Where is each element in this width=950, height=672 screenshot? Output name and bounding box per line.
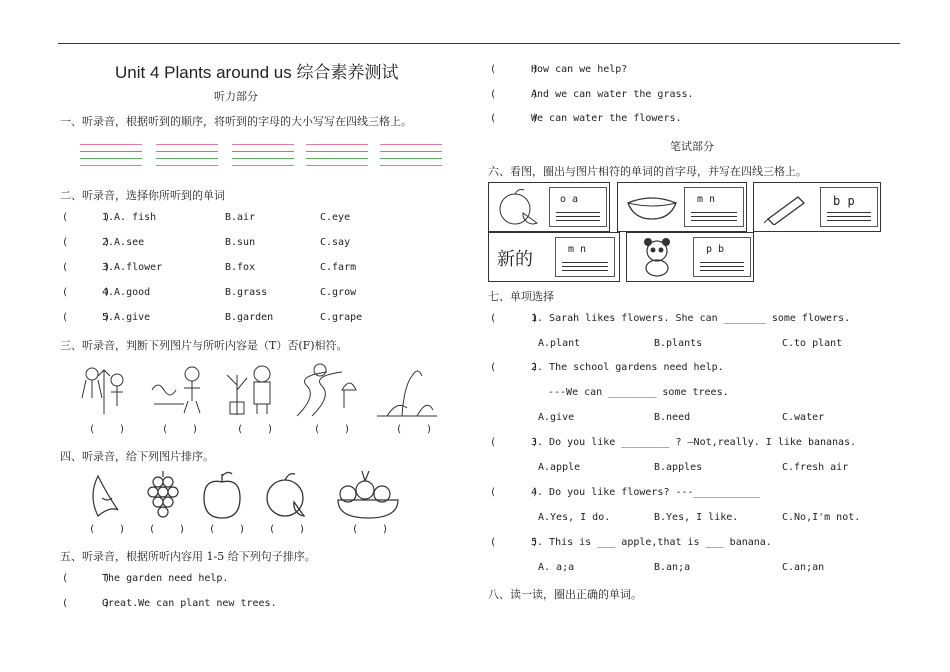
kid-watering-plants-icon (152, 367, 200, 413)
answer-paren[interactable]: ( ) (490, 487, 539, 498)
option-a[interactable]: A.Yes, I do. (538, 512, 611, 523)
panda-icon (633, 237, 683, 277)
answer-paren[interactable]: ( ) (314, 424, 351, 435)
option-a: 1.A. fish (102, 212, 157, 223)
grid-line (562, 270, 608, 271)
grid-line (700, 266, 744, 267)
picture-card (753, 182, 881, 232)
new-chinese-text: 新的 (497, 249, 533, 270)
answer-paren[interactable]: ( ) (62, 598, 111, 609)
answer-paren[interactable]: ( ) (490, 313, 539, 324)
grapes-icon (148, 471, 178, 517)
option-a[interactable]: A.give (538, 412, 575, 423)
four-line-grid (306, 144, 368, 166)
option-c[interactable]: C.an;an (782, 562, 825, 573)
option-b[interactable]: B.need (654, 412, 691, 423)
option-b[interactable]: B.Yes, I like. (654, 512, 739, 523)
answer-paren[interactable]: ( ) (490, 89, 539, 100)
answer-paren[interactable]: ( ) (62, 262, 111, 273)
pen-icon (762, 191, 814, 225)
option-c: C.say (320, 237, 351, 248)
letter-choices[interactable]: b p (833, 194, 855, 208)
top-rule (58, 43, 900, 44)
answer-grid[interactable] (684, 187, 744, 227)
option-b[interactable]: B.an;a (654, 562, 691, 573)
grid-line (691, 220, 737, 221)
page-title: Unit 4 Plants around us 综合素养测试 (115, 63, 399, 82)
question-text: 5. This is ___ apple,that is ___ banana. (531, 537, 772, 548)
four-line-grid (232, 144, 294, 166)
option-c[interactable]: C.No,I'm not. (782, 512, 861, 523)
s5-heading: 五、听录音，根据所听内容用 1-5 给下列句子排序。 (60, 550, 316, 563)
option-c: C.eye (320, 212, 351, 223)
option-c[interactable]: C.water (782, 412, 825, 423)
s2-heading: 二、听录音，选择你所听到的单词 (60, 189, 225, 202)
option-c: C.grow (320, 287, 357, 298)
writing-title: 笔试部分 (670, 140, 714, 153)
option-b: B.grass (225, 287, 268, 298)
answer-paren[interactable]: ( ) (89, 524, 126, 535)
picture-card (626, 232, 754, 282)
picture-card (488, 182, 610, 232)
answer-paren[interactable]: ( ) (62, 312, 111, 323)
question-text: ---We can ________ some trees. (548, 387, 729, 398)
answer-paren[interactable]: ( ) (62, 287, 111, 298)
answer-grid[interactable] (549, 187, 607, 227)
s7-heading: 七、单项选择 (488, 290, 554, 303)
option-b: B.fox (225, 262, 256, 273)
sentence-text: And we can water the grass. (531, 89, 694, 100)
listening-title: 听力部分 (214, 90, 258, 103)
option-b: B.sun (225, 237, 256, 248)
answer-paren[interactable]: ( ) (209, 524, 246, 535)
orange-icon (267, 474, 304, 516)
sun-river-trees-icon (297, 364, 356, 416)
fruit-basket-icon (338, 471, 398, 518)
grid-line (827, 216, 871, 217)
kid-with-tree-icon (227, 366, 270, 415)
sentence-text: Great.We can plant new trees. (102, 598, 277, 609)
orange-icon (493, 187, 545, 227)
option-a: 2.A.see (102, 237, 145, 248)
sentence-text: We can water the flowers. (531, 113, 682, 124)
answer-paren[interactable]: ( ) (352, 524, 389, 535)
option-b[interactable]: B.apples (654, 462, 703, 473)
s3-heading: 三、听录音，判断下列图片与所听内容是（T）否(F)相符。 (60, 339, 348, 352)
option-a: 4.A.good (102, 287, 151, 298)
kids-planting-tree-icon (82, 368, 123, 414)
question-text: 4. Do you like flowers? ---___________ (531, 487, 760, 498)
answer-paren[interactable]: ( ) (490, 537, 539, 548)
question-text: 2. The school gardens need help. (531, 362, 724, 373)
option-b: B.air (225, 212, 256, 223)
option-b[interactable]: B.plants (654, 338, 703, 349)
grid-line (691, 212, 737, 213)
answer-paren[interactable]: ( ) (149, 524, 186, 535)
option-a[interactable]: A.apple (538, 462, 581, 473)
apple-icon (204, 472, 240, 518)
s6-heading: 六、看图，圈出与图片相符的单词的首字母，并写在四线三格上。 (488, 165, 807, 178)
answer-paren[interactable]: ( ) (490, 362, 539, 373)
option-c[interactable]: C.fresh air (782, 462, 849, 473)
answer-paren[interactable]: ( ) (237, 424, 274, 435)
answer-paren[interactable]: ( ) (396, 424, 433, 435)
mouth-icon (624, 189, 680, 225)
four-line-grid (156, 144, 218, 166)
answer-grid[interactable] (820, 187, 878, 227)
option-a: 3.A.flower (102, 262, 163, 273)
question-text: 1. Sarah likes flowers. She can _______ some flowers. (531, 313, 851, 324)
picture-card (488, 232, 620, 282)
grid-line (562, 262, 608, 263)
picture-card (617, 182, 747, 232)
grid-line (827, 220, 871, 221)
s8-heading: 八、读一读，圈出正确的单词。 (488, 588, 642, 601)
s1-heading: 一、听录音，根据听到的顺序，将听到的字母的大小写写在四线三格上。 (60, 115, 412, 128)
answer-paren[interactable]: ( ) (162, 424, 199, 435)
option-c: C.farm (320, 262, 357, 273)
four-line-grid (80, 144, 142, 166)
answer-grid[interactable] (693, 237, 751, 277)
answer-paren[interactable]: ( ) (490, 113, 539, 124)
answer-paren[interactable]: ( ) (62, 573, 111, 584)
grid-line (562, 266, 608, 267)
option-a: 5.A.give (102, 312, 151, 323)
grid-line (556, 216, 600, 217)
letter-choices[interactable]: p b (706, 244, 725, 255)
answer-paren[interactable]: ( ) (62, 212, 111, 223)
letter-choices[interactable]: m n (568, 244, 587, 255)
option-a[interactable]: A.plant (538, 338, 581, 349)
grid-line (691, 216, 737, 217)
letter-choices[interactable]: m n (697, 194, 716, 205)
grid-line (700, 262, 744, 263)
s3-pictures (72, 360, 442, 418)
tree-grass-icon (377, 371, 437, 416)
option-c: C.grape (320, 312, 363, 323)
answer-paren[interactable]: ( ) (62, 237, 111, 248)
question-text: 3. Do you like ________ ? —Not,really. I like bananas. (531, 437, 857, 448)
option-b: B.garden (225, 312, 274, 323)
sentence-text: The garden need help. (102, 573, 229, 584)
option-c[interactable]: C.to plant (782, 338, 843, 349)
answer-paren[interactable]: ( ) (269, 524, 306, 535)
grid-line (556, 212, 600, 213)
banana-icon (93, 476, 118, 516)
answer-paren[interactable]: ( ) (89, 424, 126, 435)
four-line-grid (380, 144, 442, 166)
answer-paren[interactable]: ( ) (490, 64, 539, 75)
grid-line (556, 220, 600, 221)
option-a[interactable]: A. a;a (538, 562, 575, 573)
letter-choices[interactable]: o a (560, 194, 579, 205)
answer-paren[interactable]: ( ) (490, 437, 539, 448)
sentence-text: How can we help? (531, 64, 628, 75)
s4-heading: 四、听录音，给下列图片排序。 (60, 450, 214, 463)
grid-line (700, 270, 744, 271)
grid-line (827, 212, 871, 213)
s4-pictures (80, 468, 400, 520)
answer-grid[interactable] (555, 237, 615, 277)
